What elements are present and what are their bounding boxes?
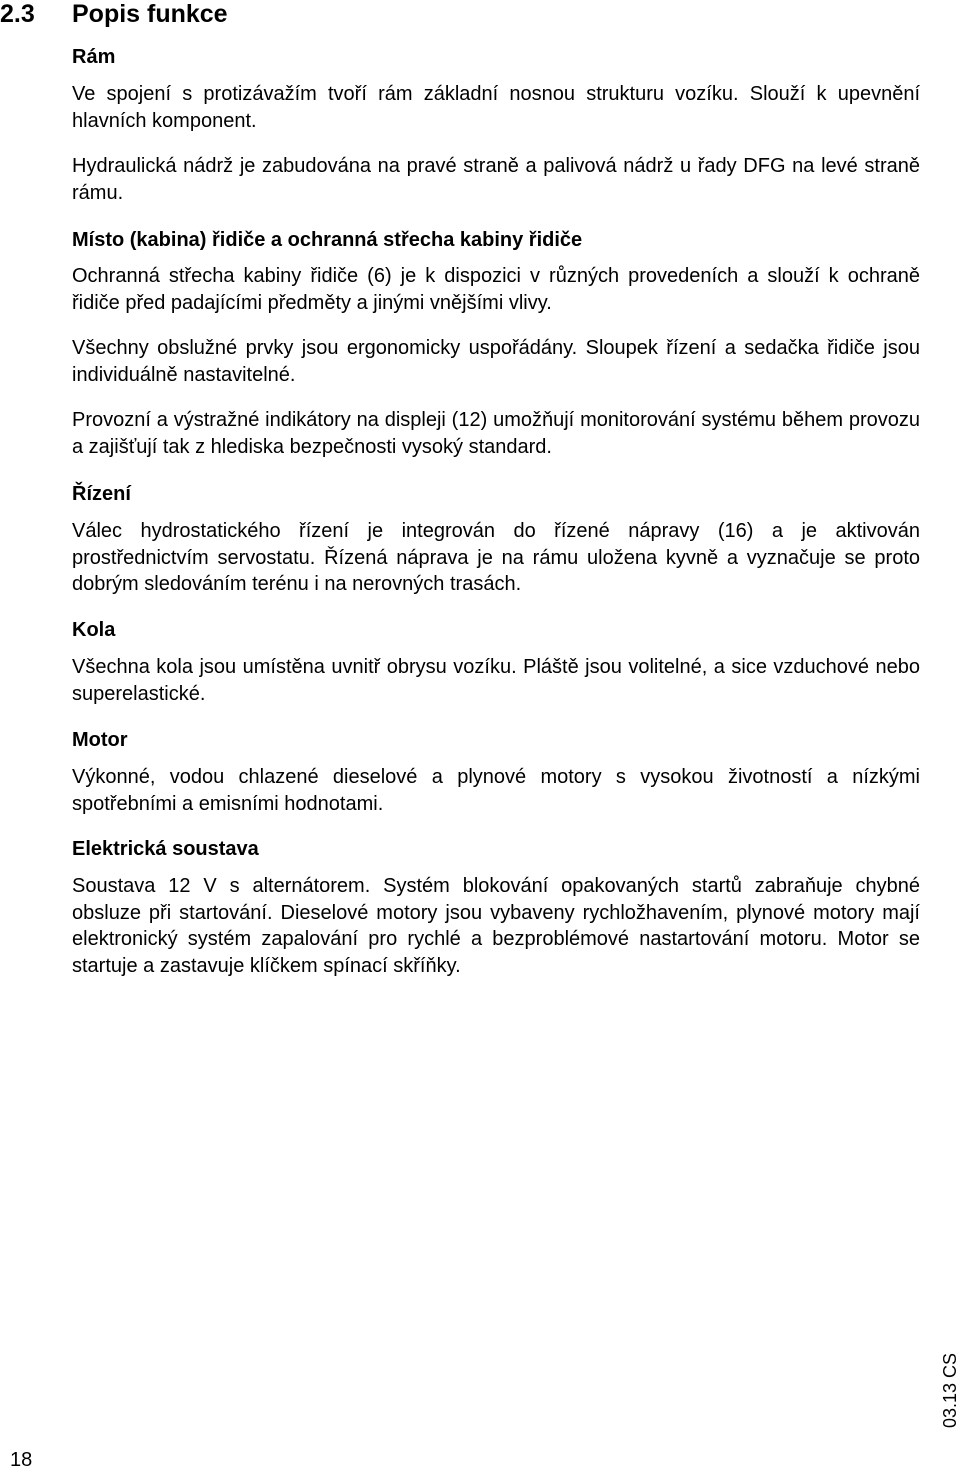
paragraph: Všechny obslužné prvky jsou ergonomicky uspořádány. Sloupek řízení a sedačka řidiče jsou individuálně nastavitelné. [72,337,920,386]
subheading-engine: Motor [72,729,128,751]
subheading-electrical: Elektrická soustava [72,838,259,860]
subheading-steering: Řízení [72,483,131,505]
paragraph: Ochranná střecha kabiny řidiče (6) je k dispozici v různých provedeních a slouží k ochraně řidiče před padajícími předměty a jinými vnějšími vlivy. [72,265,920,314]
section-frame [72,44,920,206]
section-driver-cab [72,227,920,460]
paragraph: Ve spojení s protizávažím tvoří rám základní nosnou strukturu vozíku. Slouží k upevnění hlavních komponent. [72,83,920,132]
paragraph: Všechna kola jsou umístěna uvnitř obrysu vozíku. Pláště jsou volitelné, a sice vzduchové nebo superelastické. [72,656,920,705]
section-electrical [72,836,920,979]
paragraph: Hydraulická nádrž je zabudována na pravé straně a palivová nádrž u řady DFG na levé straně rámu. [72,155,920,204]
section-engine [72,727,920,817]
section-wheels [72,617,920,707]
paragraph: Soustava 12 V s alternátorem. Systém blokování opakovaných startů zabraňuje chybné obsluze při startování. Dieselové motory jsou vybaveny rychložhavením, plynové motory mají elektronický systém zapalování pro rychlé a bezproblémové nastartování motoru. Motor se startuje a zastavuje klíčkem spínací skříňky. [72,875,920,977]
section-number: 2.3 [0,0,35,28]
paragraph: Výkonné, vodou chlazené dieselové a plynové motory s vysokou životností a nízkými spotřebními a emisními hodnotami. [72,766,920,815]
paragraph: Válec hydrostatického řízení je integrován do řízené nápravy (16) a je aktivován prostřednictvím servostatu. Řízená náprava je na rámu uložena kyvně a vyznačuje se proto dobrým sledováním terénu i na nerovných trasách. [72,520,920,595]
subheading-wheels: Kola [72,619,116,641]
edition-label: 03.13 CS [940,1352,960,1428]
paragraph: Provozní a výstražné indikátory na displeji (12) umožňují monitorování systému během provozu a zajišťují tak z hlediska bezpečnosti vysoký standard. [72,409,920,458]
subheading-frame: Rám [72,46,116,68]
section-steering [72,481,920,598]
page-number: 18 [10,1449,33,1471]
subheading-driver-cab: Místo (kabina) řidiče a ochranná střecha kabiny řidiče [72,229,583,251]
section-title: Popis funkce [72,0,228,28]
